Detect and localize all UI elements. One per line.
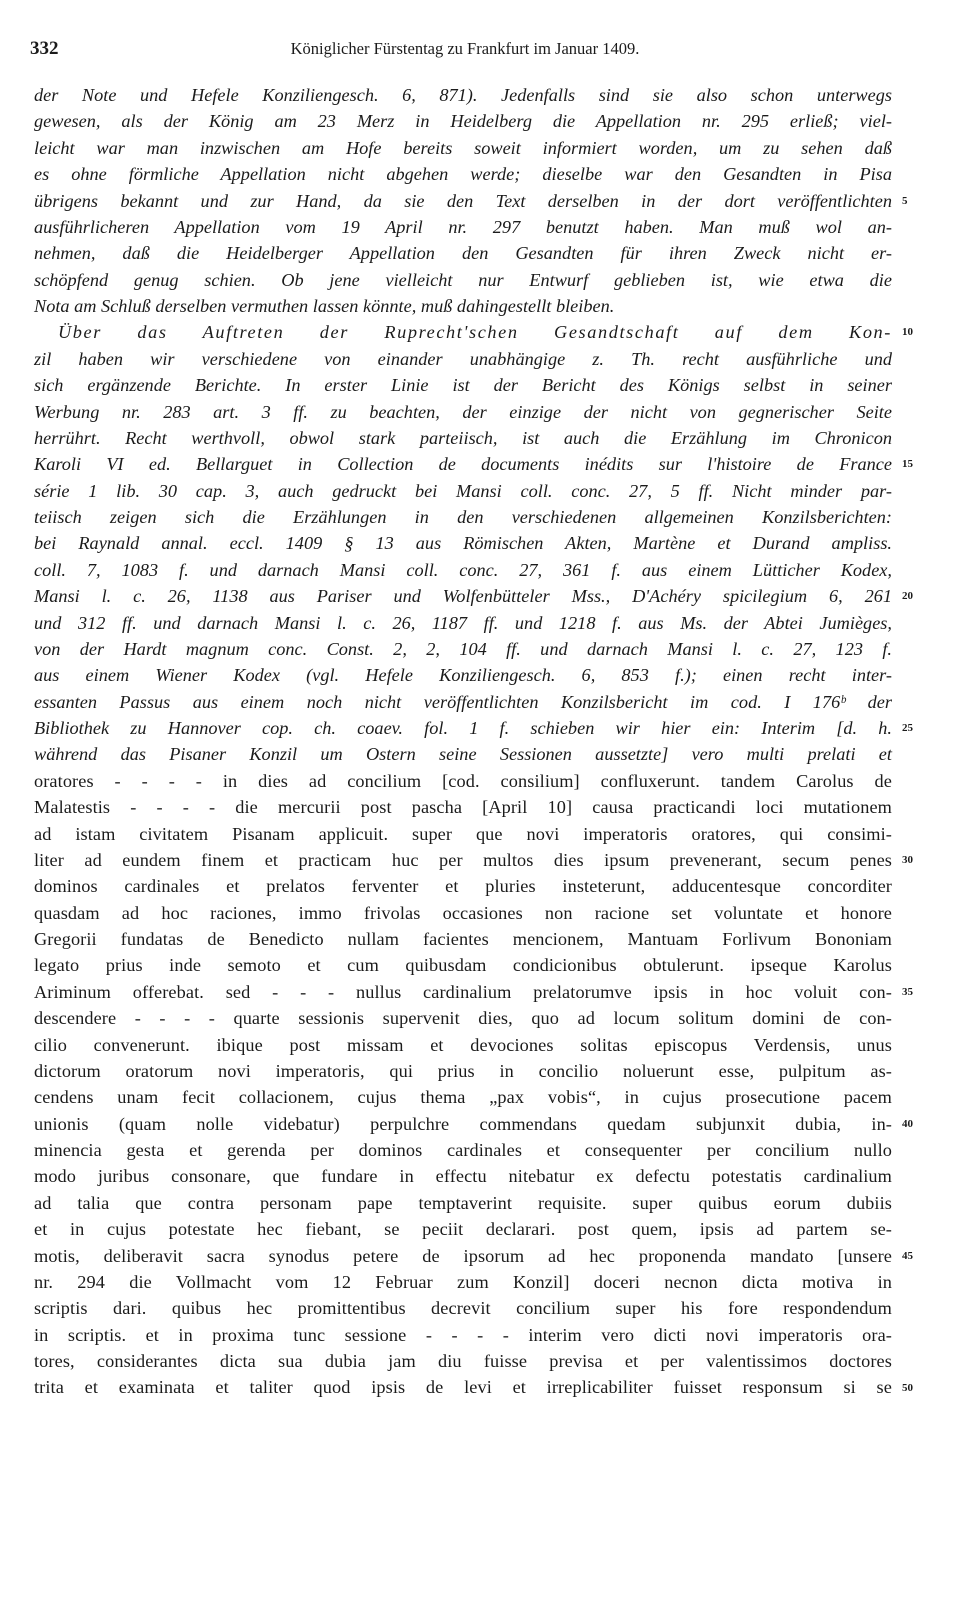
text-line: ad talia que contra personam pape temptaverint requisite. super quibus eorum dubiis (34, 1192, 892, 1213)
text-line: sich ergänzende Berichte. In erster Linie ist der Bericht des Königs selbst in seiner (34, 375, 892, 396)
text-line: descendere - - - - quarte sessionis supervenit dies, quo ad locum solitum domini de con- (34, 1008, 892, 1029)
page-number: 332 (30, 38, 59, 59)
text-line: cendens unam fecit collacionem, cujus thema „pax vobis“, in cujus prosecutione pacem (34, 1087, 892, 1108)
line-number: 30 (902, 854, 913, 867)
text-line: série 1 lib. 30 cap. 3, auch gedruckt bei Mansi coll. conc. 27, 5 ff. Nicht minder par- (34, 480, 892, 501)
page-header (30, 38, 900, 64)
text-line: von der Hardt magnum conc. Const. 2, 2, 104 ff. und darnach Mansi l. c. 27, 123 f. (34, 638, 892, 659)
text-line: Werbung nr. 283 art. 3 ff. zu beachten, der einzige der nicht von gegnerischer Seite (34, 401, 892, 422)
text-line: dictorum oratorum novi imperatoris, qui prius in concilio noluerunt esse, pulpitum as- (34, 1060, 892, 1081)
text-line: coll. 7, 1083 f. und darnach Mansi coll. conc. 27, 361 f. aus einem Lütticher Kodex, (34, 559, 892, 580)
text-line: Gregorii fundatas de Benedicto nullam facientes mencionem, Mantuam Forlivum Bononiam (34, 929, 892, 949)
text-line: liter ad eundem finem et practicam huc per multos dies ipsum prevenerant, secum penes (34, 849, 892, 870)
body-text (34, 82, 892, 1401)
text-line: teiisch zeigen sich die Erzählungen in den verschiedenen allgemeinen Konzilsberichten: (34, 507, 892, 527)
running-title: Königlicher Fürstentag zu Frankfurt im Januar 1409. (290, 39, 640, 58)
text-line: schöpfend genug schien. Ob jene vielleicht nur Entwurf geblieben ist, wie etwa die (34, 269, 892, 290)
line-number: 25 (902, 722, 913, 735)
text-line: bei Raynald annal. eccl. 1409 § 13 aus Römischen Akten, Martène et Durand ampliss. (34, 533, 892, 554)
text-line: der Note und Hefele Konziliengesch. 6, 871). Jedenfalls sind sie also schon unterwegs (34, 85, 892, 105)
text-line: gewesen, als der König am 23 Merz in Heidelberg die Appellation nr. 295 erließ; viel- (34, 111, 892, 132)
text-line: ad istam civitatem Pisanam applicuit. super que novi imperatoris oratores, qui consimi- (34, 823, 892, 844)
line-number: 40 (902, 1117, 913, 1130)
text-line: legato prius inde semoto et cum quibusdam condicionibus obtulerunt. ipseque Karolus (34, 955, 892, 976)
text-line: in scriptis. et in proxima tunc sessione - - - - interim vero dicti novi imperatoris ora- (34, 1324, 892, 1345)
text-line: Malatestis - - - - die mercurii post pascha [April 10] causa practicandi loci mutationem (34, 797, 892, 818)
line-number: 10 (902, 326, 913, 339)
text-line: Karoli VI ed. Bellarguet in Collection de documents inédits sur l'histoire de France (34, 454, 892, 475)
text-line: minencia gesta et gerenda per dominos cardinales et consequenter per concilium nullo (34, 1140, 892, 1160)
text-line: dominos cardinales et prelatos ferventer et pluries insteterunt, adducentesque concorditer (34, 876, 892, 897)
line-number: 50 (902, 1381, 913, 1394)
text-line: essanten Passus aus einem noch nicht veröffentlichten Konzilsbericht im cod. I 176ᵇ der (34, 691, 892, 712)
text-line: leicht war man inzwischen am Hofe bereits soweit informiert worden, um zu sehen daß (34, 137, 892, 158)
text-line: Ariminum offerebat. sed - - - nullus cardinalium prelatorumve ipsis in hoc voluit con- (34, 981, 892, 1002)
text-line: herrührt. Recht werthvoll, obwol stark parteiisch, ist auch die Erzählung im Chronicon (34, 427, 892, 448)
line-number: 35 (902, 985, 913, 998)
text-line: tores, considerantes dicta sua dubia jam diu fuisse previsa et per valentissimos doctores (34, 1351, 892, 1371)
line-number: 45 (902, 1249, 913, 1262)
text-line: modo juribus consonare, que fundare in effectu nitebatur ex defectu potestatis cardinalium (34, 1166, 892, 1187)
text-line: et in cujus potestate hec fiebant, se peciit declarari. post quem, ipsis ad partem se- (34, 1219, 892, 1240)
text-line: übrigens bekannt und zur Hand, da sie den Text derselben in der dort veröffentlichten (34, 190, 892, 211)
text-line: motis, deliberavit sacra synodus petere de ipsorum ad hec proponenda mandato [unsere (34, 1245, 892, 1266)
text-line: ausführlicheren Appellation vom 19 April nr. 297 benutzt haben. Man muß wol an- (34, 216, 892, 237)
text-line: aus einem Wiener Kodex (vgl. Hefele Konziliengesch. 6, 853 f.); einen recht inter- (34, 665, 892, 686)
text-line: nr. 294 die Vollmacht vom 12 Februar zum Konzil] doceri necnon dicta motiva in (34, 1271, 892, 1292)
text-line: trita et examinata et taliter quod ipsis de levi et irreplicabiliter fuisset responsum si se (34, 1377, 892, 1398)
text-line: es ohne förmliche Appellation nicht abgehen werde; dieselbe war den Gesandten in Pisa (34, 164, 892, 185)
text-line: Mansi l. c. 26, 1138 aus Pariser und Wolfenbütteler Mss., D'Achéry spicilegium 6, 261 (34, 586, 892, 607)
text-line: scriptis dari. quibus hec promittentibus decrevit concilium super his fore respondendum (34, 1298, 892, 1319)
text-line: Bibliothek zu Hannover cop. ch. coaev. fol. 1 f. schieben wir hier ein: Interim [d. h. (34, 718, 892, 738)
text-line: unionis (quam nolle videbatur) perpulchre commendans quedam subjunxit dubia, in- (34, 1113, 892, 1134)
text-line: oratores - - - - in dies ad concilium [cod. consilium] confluxerunt. tandem Carolus de (34, 770, 892, 791)
text-line: cilio convenerunt. ibique post missam et devociones solitas episcopus Verdensis, unus (34, 1034, 892, 1055)
line-number: 15 (902, 458, 913, 471)
text-line: und 312 ff. und darnach Mansi l. c. 26, 1187 ff. und 1218 f. aus Ms. der Abtei Jumièges, (34, 612, 892, 633)
text-line: zil haben wir verschiedene von einander unabhängige z. Th. recht ausführliche und (34, 348, 892, 369)
text-line: Nota am Schluß derselben vermuthen lassen könnte, muß dahingestellt bleiben. (34, 296, 615, 316)
text-line: nehmen, daß die Heidelberger Appellation den Gesandten für ihren Zweck nicht er- (34, 243, 892, 264)
text-line: quasdam ad hoc raciones, immo frivolas occasiones non racione set voluntate et honore (34, 902, 892, 923)
text-line: Über das Auftreten der Ruprecht'schen Gesandtschaft auf dem Kon- (58, 322, 892, 343)
line-number: 5 (902, 194, 908, 207)
text-line: während das Pisaner Konzil um Ostern seine Sessionen aussetzte] vero multi prelati et (34, 744, 892, 765)
line-number: 20 (902, 590, 913, 603)
